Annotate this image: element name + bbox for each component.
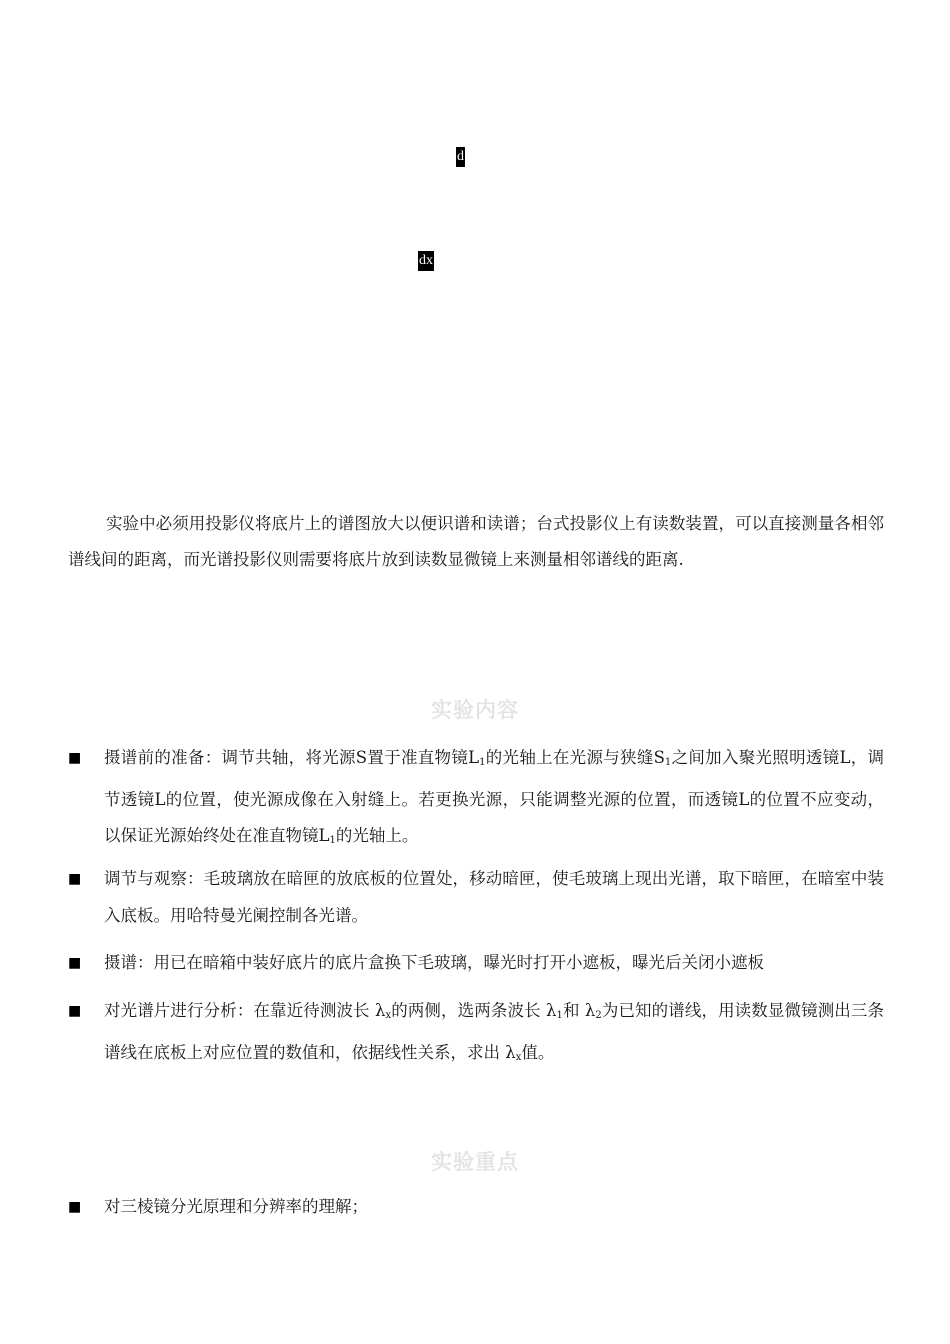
section-title-content: 实验内容 [431, 698, 519, 722]
list-item-analysis: 对光谱片进行分析：在靠近待测波长 $\lambda_x$的两侧，选两条波长 $\lambda_1$和 $\lambda_2$为已知的谱线，用读数显微镜测出三条谱线在底板上对应位置的数值和，依据线性关系，求出 $\lambda_x$值。 [104, 1001, 885, 1063]
section-title-focus: 实验重点 [431, 1150, 519, 1174]
list-item-capture: 摄谱：用已在暗箱中装好底片的底片盒换下毛玻璃，曝光时打开小遮板，曝光后关闭小遮板 [104, 953, 764, 972]
bullet-icon: ■ [68, 750, 82, 766]
bullet-icon: ■ [68, 1003, 82, 1019]
list-item-preparation: 摄谱前的准备：调节共轴，将光源S置于准直物镜$L_1$的光轴上在光源与狭缝$S_1$之间加入聚光照明透镜L，调节透镜L的位置，使光源成像在入射缝上。若更换光源，只能调整光源的位置，而透镜L的位置不应变动，以保证光源始终处在准直物镜$L_1$的光轴上。 [104, 748, 884, 846]
intro-paragraph: 实验中必须用投影仪将底片上的谱图放大以便识谱和读谱；台式投影仪上有读数装置，可以直接测量各相邻谱线间的距离，而光谱投影仪则需要将底片放到读数显微镜上来测量相邻谱线的距离. [68, 514, 884, 569]
formula-denominator: dx [418, 251, 434, 271]
list-item-adjust: 调节与观察：毛玻璃放在暗匣的放底板的位置处，移动暗匣，使毛玻璃上现出光谱，取下暗匣，在暗室中装入底板。用哈特曼光阑控制各光谱。 [104, 869, 884, 925]
formula-numerator: d [456, 147, 465, 167]
bullet-icon: ■ [68, 871, 82, 887]
list-item-focus: 对三棱镜分光原理和分辨率的理解； [104, 1197, 368, 1216]
bullet-icon: ■ [68, 955, 82, 971]
bullet-icon: ■ [68, 1199, 82, 1215]
